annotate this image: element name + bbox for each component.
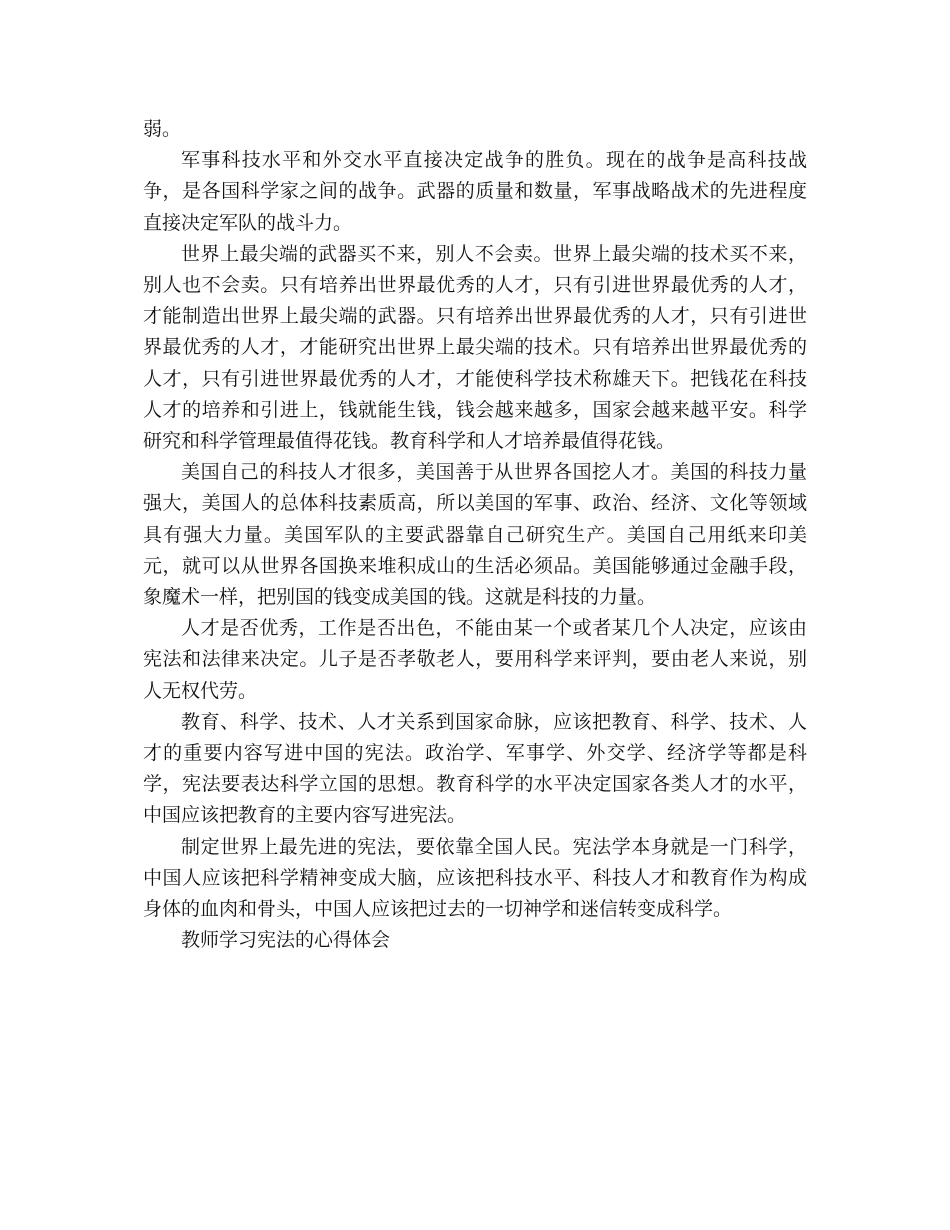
- paragraph-continuation: 弱。: [143, 118, 182, 140]
- paragraph-talent-weapons: 世界上最尖端的武器买不来，别人不会卖。世界上最尖端的技术买不来，别人也不会卖。只有培养出世界最优秀的人才，只有引进世界最优秀的人才，才能制造出世界上最尖端的武器。只有培养出世界最优秀的人才，只有引进世界最优秀的人才，才能研究出世界上最尖端的技术。只有培养出世界最优秀的人才，只有引进世界最优秀的人才，才能使科学技术称雄天下。把钱花在科技人才的培养和引进上，钱就能生钱，钱会越来越多，国家会越来越平安。科学研究和科学管理最值得花钱。教育科学和人才培养最值得花钱。: [143, 242, 807, 453]
- document-body: [143, 114, 807, 956]
- paragraph-military-tech: 军事科技水平和外交水平直接决定战争的胜负。现在的战争是高科技战争，是各国科学家之间的战争。武器的质量和数量，军事战略战术的先进程度直接决定军队的战斗力。: [143, 149, 807, 234]
- paragraph-constitution-education: 教育、科学、技术、人才关系到国家命脉，应该把教育、科学、技术、人才的重要内容写进中国的宪法。政治学、军事学、外交学、经济学等都是科学，宪法要表达科学立国的思想。教育科学的水平决定国家各类人才的水平，中国应该把教育的主要内容写进宪法。: [143, 710, 807, 827]
- paragraph-usa-talent: 美国自己的科技人才很多，美国善于从世界各国挖人才。美国的科技力量强大，美国人的总体科技素质高，所以美国的军事、政治、经济、文化等领域具有强大力量。美国军队的主要武器靠自己研究生产。美国自己用纸来印美元，就可以从世界各国换来堆积成山的生活必须品。美国能够通过金融手段，象魔术一样，把别国的钱变成美国的钱。这就是科技的力量。: [143, 461, 807, 609]
- section-heading: 教师学习宪法的心得体会: [181, 929, 391, 952]
- paragraph-advanced-constitution: 制定世界上最先进的宪法，要依靠全国人民。宪法学本身就是一门科学，中国人应该把科学精神变成大脑，应该把科技水平、科技人才和教育作为构成身体的血肉和骨头，中国人应该把过去的一切神学和迷信转变成科学。: [143, 835, 807, 921]
- paragraph-talent-evaluation: 人才是否优秀，工作是否出色，不能由某一个或者某几个人决定，应该由宪法和法律来决定。儿子是否孝敬老人，要用科学来评判，要由老人来说，别人无权代劳。: [143, 617, 807, 702]
